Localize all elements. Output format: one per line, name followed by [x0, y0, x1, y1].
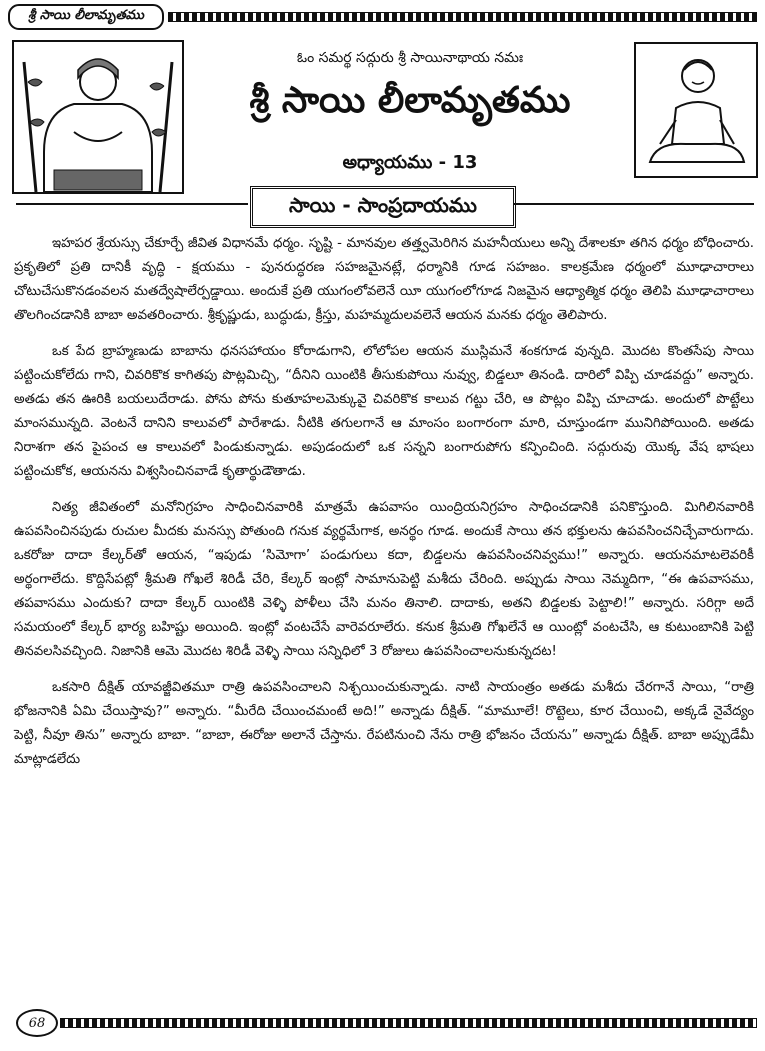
section-heading: సాయి - సాంప్రదాయము — [250, 186, 516, 228]
devotee-illustration — [634, 42, 758, 178]
page-title: శ్రీ సాయి లీలామృతము — [249, 80, 571, 121]
paragraph: ఇహపర శ్రేయస్సు చేకూర్చే జీవిత విధానమే ధర్మం. సృష్టి - మానవుల తత్త్వమెరిగిన మహనీయులు అన్ని దేశాలకూ తగిన ధర్మం బోధించారు. ప్రకృతిలో ప్రతి దానికీ వృద్ధి - క్షయము - పునరుద్ధరణ సహజమైనట్లే, ధర్మానికి గూడ సహజం. కాలక్రమేణ ధర్మంలో మూఢాచారాలు చోటుచేసుకొనడంవలన మతద్వేషాలేర్పడ్డాయి. అందుకే ప్రతి యుగంలోవలెనే యీ యుగంలోగూడ నిజమైన ఆధ్యాత్మిక ధర్మం తెలిపి మూఢాచారాలు తొలగించడానికి బాబా అవతరించారు. శ్రీకృష్ణుడు, బుద్ధుడు, క్రీస్తు, మహమ్మదులవలెనే ఆయన మనకు ధర్మం తెలిపారు. — [14, 236, 754, 323]
paragraph: నిత్య జీవితంలో మనోనిగ్రహం సాధించినవారికి మాత్రమే ఉపవాసం యింద్రియనిగ్రహం సాధించడానికి పనికొస్తుంది. మిగిలినవారికి ఉపవసించినపుడు రుచుల మీదకు మనస్సు పోతుంది గనుక వ్యర్థమేగాక, అనర్థం గూడ. అందుకే సాయి తన భక్తులను ఉపవసించనిచ్చేవారుగాదు. ఒకరోజు దాదా కేల్కర్‌తో ఆయన, “ఇపుడు ‘సిమోగా’ పండుగులు కదా, బిడ్డలను ఉపవసించనివ్వము!” అన్నారు. ఆయనమాటలెవరికీ అర్థంగాలేదు. కొద్దిసేపట్లో శ్రీమతి గోఖలే శిరిడీ చేరి, కేల్కర్ ఇంట్లో సామానుపెట్టి మశీదు చేరింది. అప్పుడు సాయి నెమ్మదిగా, “ఈ ఉపవాసము, తపవాసము ఎందుకు? దాదా కేల్కర్ యింటికి వెళ్ళి పోళీలు చేసి మనం తినాలి. దాదాకు, అతని బిడ్డలకు పెట్టాలి!” అన్నారు. సరిగ్గా అదే సమయంలో కేల్కర్ భార్య బహిష్టు అయింది. ఇంట్లో వంటచేసే వారెవరూలేరు. కనుక శ్రీమతి గోఖలేనే ఆ యింట్లో వంటచేసి, ఆ కుటుంబానికి పెట్టి తినవలసివచ్చింది. నిజానికి ఆమె మొదట శిరిడీ వెళ్ళి సాయి సన్నిధిలో 3 రోజులు ఉపవసించాలనుకున్నదట! — [14, 500, 754, 659]
paragraph: ఒకసారి దీక్షిత్ యావజ్జీవితమూ రాత్రి ఉపవసించాలని నిశ్చయించుకున్నాడు. నాటి సాయంత్రం అతడు మశీదు చేరగానే సాయి, “రాత్రి భోజనానికి ఏమి చేయిస్తావు?” అన్నారు. “మీరేది చేయించమంటే అది!” అన్నాడు దీక్షిత్. “మామూలే! రొట్టెలు, కూర చేయించి, అక్కడే నైవేద్యం పెట్టి, నీవూ తిను” అన్నారు బాబా. “బాబా, ఈరోజు అలానే చేస్తాను. రేపటినుంచి నేను రాత్రి భోజనం చేయను” అన్నాడు దీక్షిత్. బాబా అప్పుడేమీ మాట్లాడలేదు — [14, 680, 754, 767]
devotee-drawing — [636, 44, 756, 176]
paragraph: ఒక పేద బ్రాహ్మణుడు బాబాను ధనసహాయం కోరాడుగాని, లోలోపల ఆయన ముస్లిమనే శంకగూడ వున్నది. మొదట కొంతసేపు సాయి పట్టించుకోలేదు గాని, చివరికొక కాగితపు పొట్లమిచ్చి, “దీనిని యింటికి తీసుకుపోయి నువ్వు, బిడ్డలూ తినండి. దారిలో విప్పి చూడవద్దు” అన్నారు. అతడు తన ఊరికి బయలుదేరాడు. పోను పోను కుతూహలమెక్కువై చివరికొక కాలువ గట్టు చేరి, ఆ పొట్లం విప్పి చూచాడు. అందులో పొట్టేలు మాంసమున్నది. వెంటనే దానిని కాలువలో పారేశాడు. నీటికి తగులగానే ఆ మాంసం బంగారంగా మారి, చూస్తుండగా మునిగిపోయింది. అతడు నిరాశగా తన పైపంచ ఆ కాలువలో పిండుకున్నాడు. అపుడందులో ఒక సన్నని బంగారుపోగు కన్పించింది. సద్గురువు యొక్క వేష భాషలు పట్టించుకోక, ఆయనను విశ్వసించినవాడే కృతార్థుడౌతాడు. — [14, 344, 754, 479]
section-rule-right — [514, 203, 754, 205]
body-text — [14, 232, 754, 784]
page-number: 68 — [16, 1009, 58, 1037]
sai-baba-illustration — [12, 40, 184, 194]
chapter-number: అధ్యాయము - 13 — [342, 152, 478, 173]
top-border — [168, 12, 757, 22]
sai-baba-drawing — [14, 42, 182, 192]
section-rule-left — [16, 203, 248, 205]
invocation-line: ఓం సమర్థ సద్గురు శ్రీ సాయినాథాయ నమః — [296, 50, 524, 66]
bottom-border — [60, 1018, 757, 1028]
running-head: శ్రీ సాయి లీలామృతము — [8, 4, 164, 30]
